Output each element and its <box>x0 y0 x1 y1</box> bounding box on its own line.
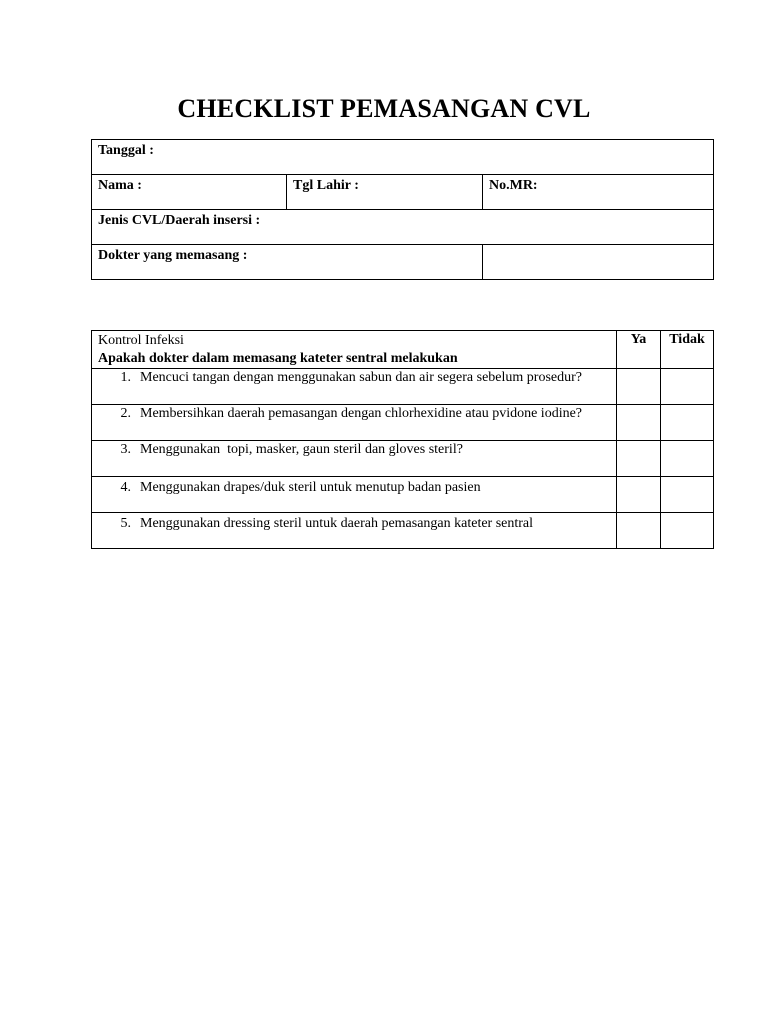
checkbox-ya-2[interactable] <box>617 405 661 441</box>
checklist-item-row <box>92 441 714 477</box>
item-number: 3. <box>120 442 131 457</box>
dokter-field[interactable] <box>92 245 483 280</box>
jenis-cvl-field[interactable] <box>92 210 714 245</box>
checklist-item-row <box>92 477 714 513</box>
no-mr-field[interactable] <box>483 175 714 210</box>
item-text: Menggunakan drapes/duk steril untuk menutup badan pasien <box>140 480 481 495</box>
section-label: Kontrol Infeksi <box>98 333 184 348</box>
document-title: CHECKLIST PEMASANGAN CVL <box>177 94 591 123</box>
checkbox-tidak-3[interactable] <box>661 441 714 477</box>
item-text: Menggunakan topi, masker, gaun steril dan gloves steril? <box>140 442 463 457</box>
patient-info-table <box>91 139 714 280</box>
checklist-item <box>92 513 617 549</box>
info-row-tanggal <box>92 140 714 175</box>
item-text: Mencuci tangan dengan menggunakan sabun dan air segera sebelum prosedur? <box>140 370 583 385</box>
checklist-header <box>92 331 617 369</box>
column-header-tidak: Tidak <box>661 331 714 369</box>
item-number: 5. <box>120 516 131 531</box>
jenis-cvl-label: Jenis CVL/Daerah insersi : <box>98 213 261 228</box>
tgl-lahir-field[interactable] <box>287 175 483 210</box>
checklist-item <box>92 477 617 513</box>
info-row-dokter <box>92 245 714 280</box>
info-row-jenis <box>92 210 714 245</box>
checkbox-ya-3[interactable] <box>617 441 661 477</box>
checklist-item <box>92 441 617 477</box>
checklist-item-row <box>92 369 714 405</box>
dokter-label: Dokter yang memasang : <box>98 248 248 263</box>
checklist-item <box>92 405 617 441</box>
tanggal-field[interactable] <box>92 140 714 175</box>
dokter-signature-box[interactable] <box>483 245 714 280</box>
nama-label: Nama : <box>98 178 142 193</box>
tgl-lahir-label: Tgl Lahir : <box>293 178 359 193</box>
checklist-item <box>92 369 617 405</box>
checkbox-tidak-5[interactable] <box>661 513 714 549</box>
item-number: 2. <box>120 406 131 421</box>
checkbox-tidak-1[interactable] <box>661 369 714 405</box>
checklist-item-row <box>92 513 714 549</box>
checkbox-tidak-4[interactable] <box>661 477 714 513</box>
checkbox-tidak-2[interactable] <box>661 405 714 441</box>
item-text: Menggunakan dressing steril untuk daerah pemasangan kateter sentral <box>140 516 534 531</box>
column-header-ya: Ya <box>617 331 661 369</box>
info-row-identity <box>92 175 714 210</box>
item-number: 1. <box>120 370 131 385</box>
checkbox-ya-1[interactable] <box>617 369 661 405</box>
nama-field[interactable] <box>92 175 287 210</box>
tanggal-label: Tanggal : <box>98 143 154 158</box>
infection-control-checklist <box>91 330 714 549</box>
item-text: Membersihkan daerah pemasangan dengan chlorhexidine atau pvidone iodine? <box>140 406 583 421</box>
item-number: 4. <box>120 480 131 495</box>
section-question: Apakah dokter dalam memasang kateter sentral melakukan <box>98 351 458 366</box>
checkbox-ya-5[interactable] <box>617 513 661 549</box>
checkbox-ya-4[interactable] <box>617 477 661 513</box>
checklist-item-row <box>92 405 714 441</box>
checklist-header-row <box>92 331 714 369</box>
no-mr-label: No.MR: <box>489 178 538 193</box>
